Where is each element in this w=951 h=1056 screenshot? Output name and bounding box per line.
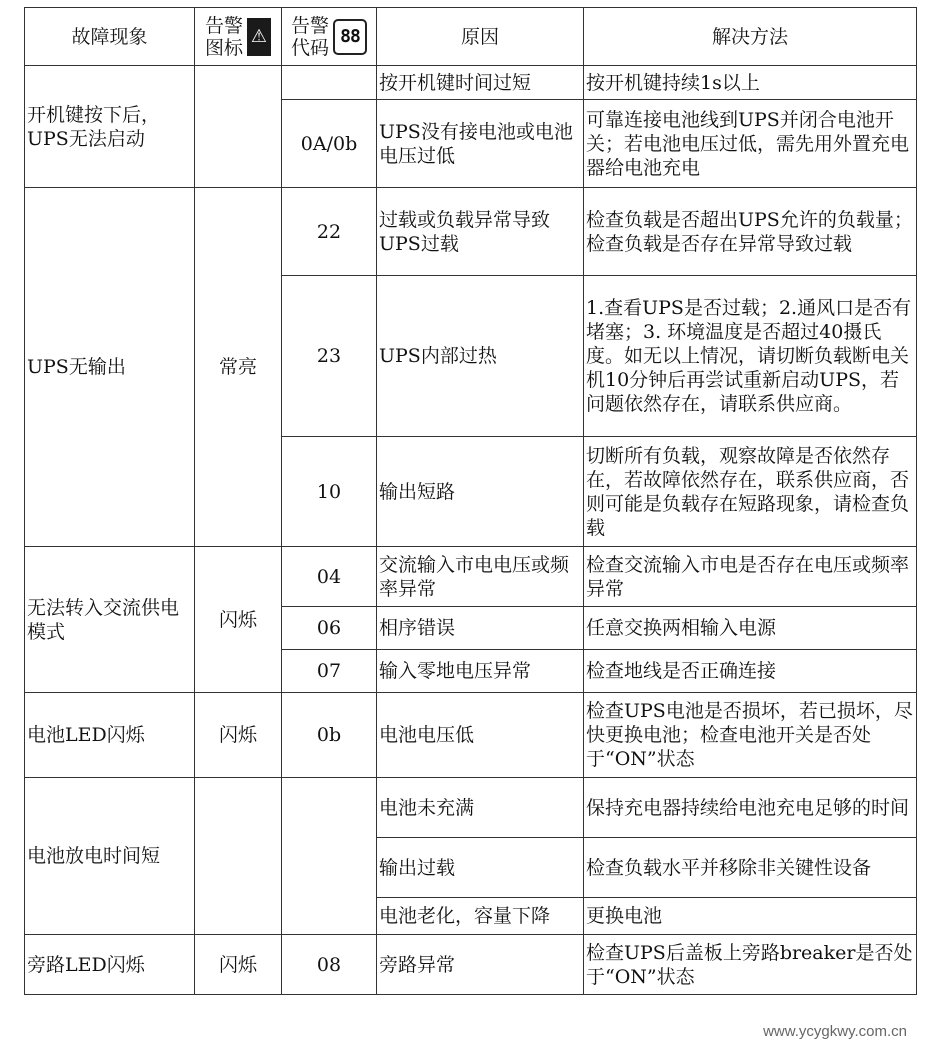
cell-cause: 交流输入市电电压或频率异常 xyxy=(377,547,584,607)
cell-cause: UPS内部过热 xyxy=(377,276,584,437)
cell-solution: 1.查看UPS是否过载；2.通风口是否有堵塞；3. 环境温度是否超过40摄氏度。如无以上情况，请切断负载断电关机10分钟后再尝试重新启动UPS，若问题依然存在，请联系供应商。 xyxy=(584,276,917,437)
cell-code: 0A/0b xyxy=(282,100,377,188)
table-row xyxy=(25,693,917,778)
cell-icon: 闪烁 xyxy=(195,547,282,693)
cell-code: 04 xyxy=(282,547,377,607)
cell-solution: 任意交换两相输入电源 xyxy=(584,607,917,650)
fault-table xyxy=(24,7,917,995)
cell-icon xyxy=(195,66,282,188)
cell-solution: 检查UPS后盖板上旁路breaker是否处于“ON”状态 xyxy=(584,935,917,995)
cell-phenomenon: 电池放电时间短 xyxy=(25,778,195,935)
cell-solution: 切断所有负载，观察故障是否依然存在，若故障依然存在，联系供应商，否则可能是负载存在短路现象，请检查负载 xyxy=(584,437,917,547)
cell-code xyxy=(282,66,377,100)
cell-code: 08 xyxy=(282,935,377,995)
table-row xyxy=(25,935,917,995)
cell-code xyxy=(282,778,377,935)
cell-phenomenon: 旁路LED闪烁 xyxy=(25,935,195,995)
cell-solution: 保持充电器持续给电池充电足够的时间 xyxy=(584,778,917,838)
cell-phenomenon: UPS无输出 xyxy=(25,188,195,547)
cell-cause: 按开机键时间过短 xyxy=(377,66,584,100)
cell-cause: 电池电压低 xyxy=(377,693,584,778)
header-alarm-icon xyxy=(195,8,282,66)
cell-icon xyxy=(195,778,282,935)
cell-solution: 检查交流输入市电是否存在电压或频率异常 xyxy=(584,547,917,607)
cell-code: 10 xyxy=(282,437,377,547)
cell-cause: 过载或负载异常导致UPS过载 xyxy=(377,188,584,276)
cell-solution: 可靠连接电池线到UPS并闭合电池开关；若电池电压过低，需先用外置充电器给电池充电 xyxy=(584,100,917,188)
header-alarm-code-line1: 告警 xyxy=(290,14,329,37)
cell-solution: 更换电池 xyxy=(584,898,917,935)
table-row xyxy=(25,188,917,276)
cell-code: 0b xyxy=(282,693,377,778)
cell-solution: 检查地线是否正确连接 xyxy=(584,650,917,693)
seven-segment-display-icon: 88 xyxy=(333,19,367,55)
header-alarm-icon-line2: 图标 xyxy=(204,36,243,59)
cell-cause: 输入零地电压异常 xyxy=(377,650,584,693)
cell-phenomenon: 无法转入交流供电模式 xyxy=(25,547,195,693)
header-alarm-icon-line1: 告警 xyxy=(204,14,243,37)
table-header-row xyxy=(25,8,917,66)
table-row xyxy=(25,778,917,838)
cell-phenomenon: 电池LED闪烁 xyxy=(25,693,195,778)
cell-cause: 相序错误 xyxy=(377,607,584,650)
header-cause: 原因 xyxy=(377,8,584,66)
cell-code: 07 xyxy=(282,650,377,693)
cell-icon: 常亮 xyxy=(195,188,282,547)
cell-cause: 输出过载 xyxy=(377,838,584,898)
cell-cause: 电池未充满 xyxy=(377,778,584,838)
header-phenomenon: 故障现象 xyxy=(25,8,195,66)
table-row xyxy=(25,547,917,607)
watermark: www.ycygkwy.com.cn xyxy=(763,1023,907,1040)
cell-cause: 旁路异常 xyxy=(377,935,584,995)
header-solution: 解决方法 xyxy=(584,8,917,66)
cell-solution: 检查UPS电池是否损坏，若已损坏，尽快更换电池；检查电池开关是否处于“ON”状态 xyxy=(584,693,917,778)
cell-phenomenon: 开机键按下后，UPS无法启动 xyxy=(25,66,195,188)
warning-icon: ⚠ xyxy=(247,18,271,56)
header-alarm-code xyxy=(282,8,377,66)
cell-code: 22 xyxy=(282,188,377,276)
cell-solution: 按开机键持续1s以上 xyxy=(584,66,917,100)
cell-icon: 闪烁 xyxy=(195,693,282,778)
header-alarm-code-line2: 代码 xyxy=(290,36,329,59)
cell-code: 06 xyxy=(282,607,377,650)
cell-cause: 电池老化，容量下降 xyxy=(377,898,584,935)
table-row xyxy=(25,66,917,100)
cell-solution: 检查负载水平并移除非关键性设备 xyxy=(584,838,917,898)
cell-code: 23 xyxy=(282,276,377,437)
cell-solution: 检查负载是否超出UPS允许的负载量；检查负载是否存在异常导致过载 xyxy=(584,188,917,276)
cell-icon: 闪烁 xyxy=(195,935,282,995)
cell-cause: UPS没有接电池或电池电压过低 xyxy=(377,100,584,188)
cell-cause: 输出短路 xyxy=(377,437,584,547)
